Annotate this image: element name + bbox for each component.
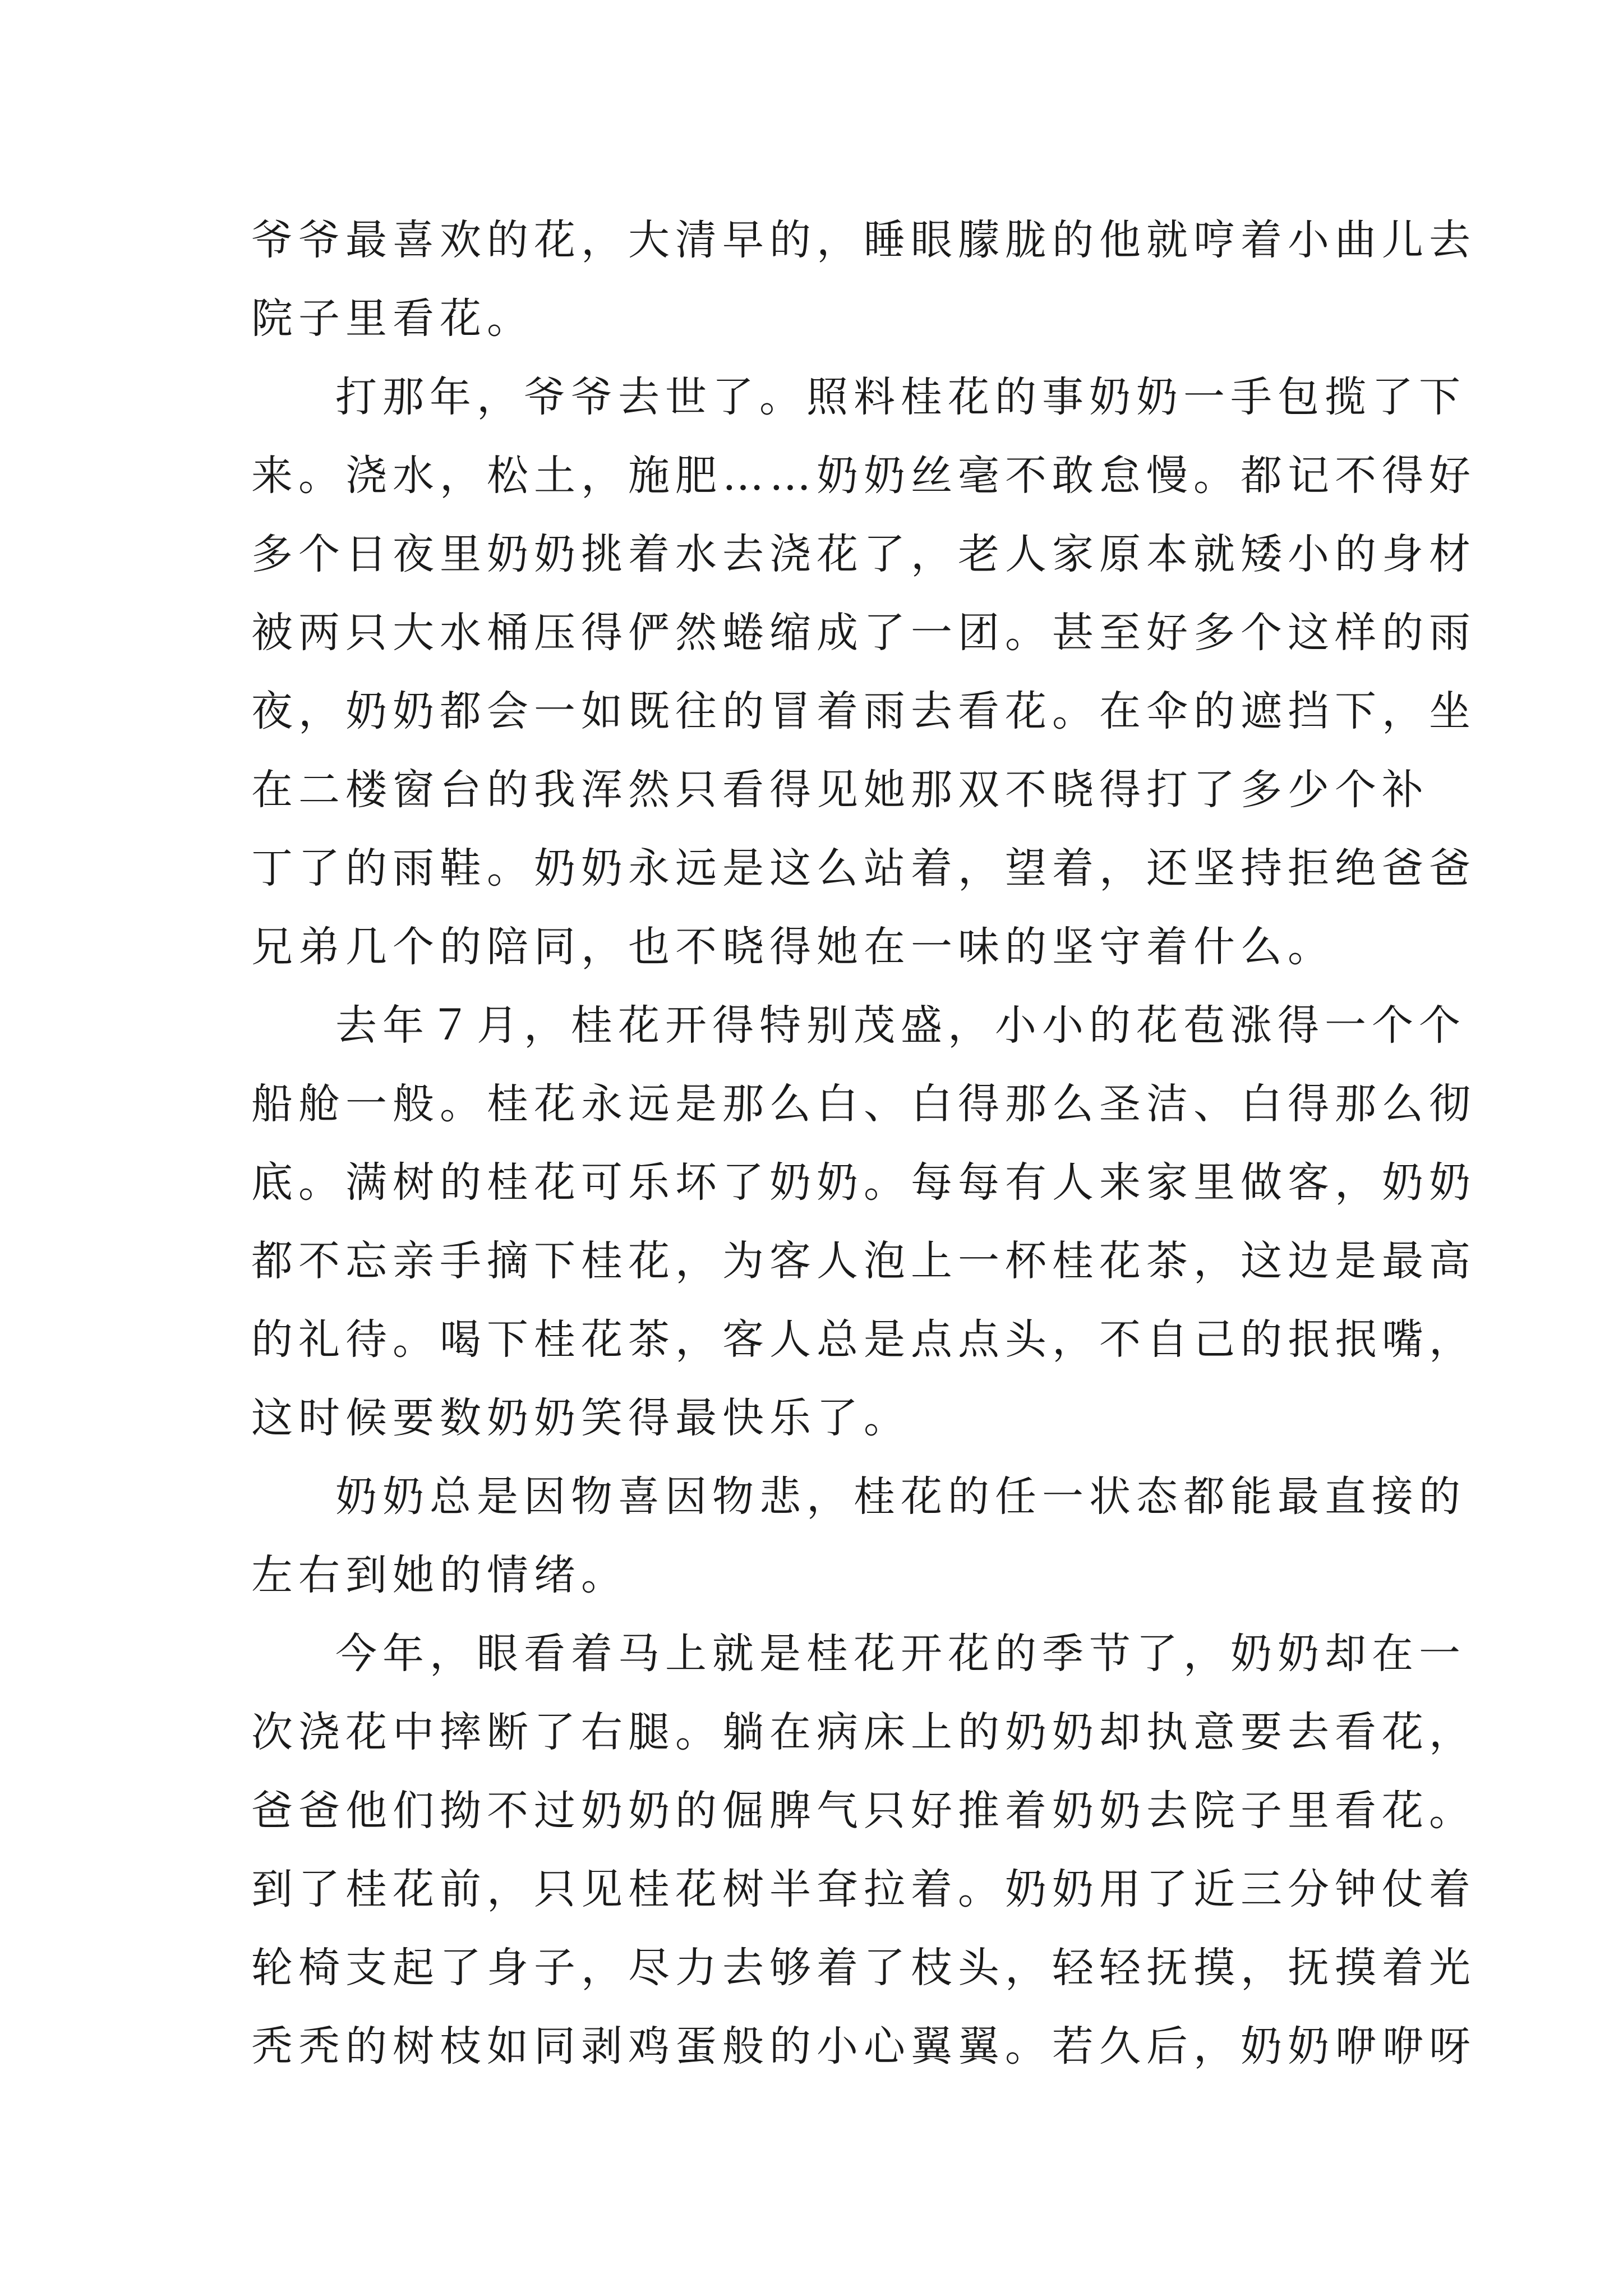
text-line: 多个日夜里奶奶挑着水去浇花了，老人家原本就矮小的身材 <box>251 530 1476 578</box>
text-line: 到了桂花前，只见桂花树半耷拉着。奶奶用了近三分钟仗着 <box>251 1865 1476 1913</box>
text-line: 次浇花中摔断了右腿。躺在病床上的奶奶却执意要去看花， <box>251 1708 1476 1756</box>
text-line: 左右到她的情绪。 <box>251 1551 628 1599</box>
text-line: 这时候要数奶奶笑得最快乐了。 <box>251 1394 911 1442</box>
text-line: 院子里看花。 <box>251 295 534 343</box>
text-line: 都不忘亲手摘下桂花，为客人泡上一杯桂花茶，这边是最高 <box>251 1237 1476 1285</box>
text-line: 底。满树的桂花可乐坏了奶奶。每每有人来家里做客，奶奶 <box>251 1158 1476 1207</box>
text-line: 被两只大水桶压得俨然蜷缩成了一团。甚至好多个这样的雨 <box>251 609 1476 657</box>
text-line: 爷爷最喜欢的花，大清早的，睡眼朦胧的他就哼着小曲儿去 <box>251 216 1476 264</box>
paragraph-start-line: 奶奶总是因物喜因物悲，桂花的任一状态都能最直接的 <box>335 1473 1466 1521</box>
text-line: 秃秃的树枝如同剥鸡蛋般的小心翼翼。若久后，奶奶咿咿呀 <box>251 2022 1476 2070</box>
text-line: 爸爸他们拗不过奶奶的倔脾气只好推着奶奶去院子里看花。 <box>251 1787 1476 1835</box>
text-line: 轮椅支起了身子，尽力去够着了枝头，轻轻抚摸，抚摸着光 <box>251 1944 1476 1992</box>
paragraph-start-line: 打那年，爷爷去世了。照料桂花的事奶奶一手包揽了下 <box>335 373 1466 421</box>
text-line: 夜，奶奶都会一如既往的冒着雨去看花。在伞的遮挡下，坐 <box>251 687 1476 735</box>
text-line: 兄弟几个的陪同，也不晓得她在一味的坚守着什么。 <box>251 923 1335 971</box>
text-line: 船舱一般。桂花永远是那么白、白得那么圣洁、白得那么彻 <box>251 1080 1476 1128</box>
paragraph-start-line: 今年，眼看着马上就是桂花开花的季节了，奶奶却在一 <box>335 1630 1466 1678</box>
text-line: 来。浇水，松土，施肥……奶奶丝毫不敢怠慢。都记不得好 <box>251 452 1476 500</box>
paragraph-start-line: 去年７月，桂花开得特别茂盛，小小的花苞涨得一个个 <box>335 1001 1466 1050</box>
text-line: 在二楼窗台的我浑然只看得见她那双不晓得打了多少个补 <box>251 766 1429 814</box>
text-line: 的礼待。喝下桂花茶，客人总是点点头，不自己的抿抿嘴， <box>251 1315 1476 1364</box>
text-line: 丁了的雨鞋。奶奶永远是这么站着，望着，还坚持拒绝爸爸 <box>251 844 1476 892</box>
